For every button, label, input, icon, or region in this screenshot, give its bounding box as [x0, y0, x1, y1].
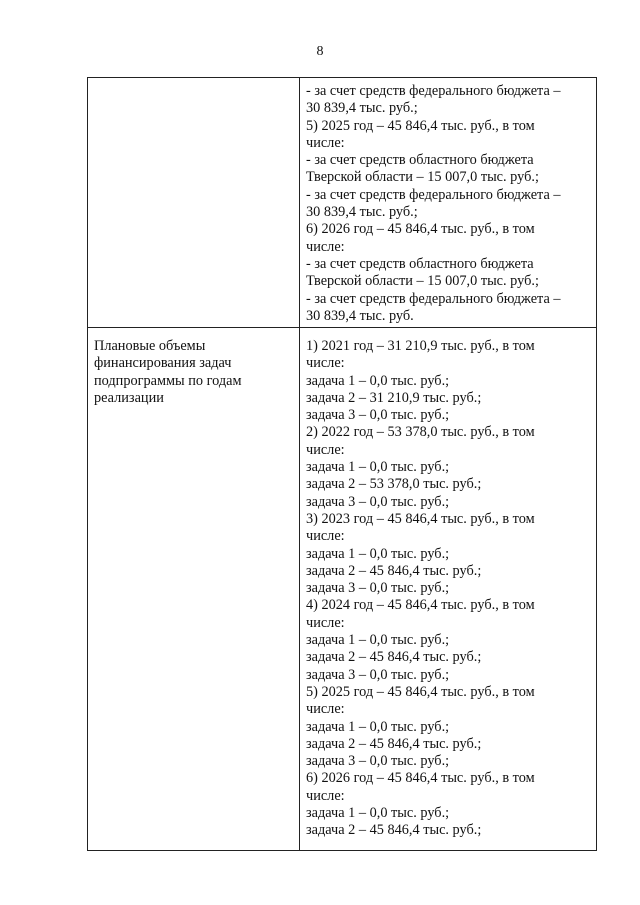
- table-row-continuation: [88, 78, 597, 328]
- label-line: финансирования задач: [94, 355, 232, 372]
- text-line: - за счет средств областного бюджета: [306, 152, 534, 169]
- text-line: 1) 2021 год – 31 210,9 тыс. руб., в том: [306, 338, 535, 354]
- text-line: задача 1 – 0,0 тыс. руб.;: [306, 805, 450, 822]
- text-line: задача 2 – 31 210,9 тыс. руб.;: [306, 389, 482, 406]
- text-line: задача 1 – 0,0 тыс. руб.;: [306, 459, 450, 476]
- text-line: числе:: [306, 134, 345, 151]
- text-line: 30 839,4 тыс. руб.: [306, 307, 414, 324]
- text-line: числе:: [306, 701, 345, 718]
- text-line: задача 3 – 0,0 тыс. руб.;: [306, 407, 450, 424]
- text-line: числе:: [306, 355, 345, 372]
- text-line: 3) 2023 год – 45 846,4 тыс. руб., в том: [306, 510, 535, 527]
- label-line: Плановые объемы: [94, 338, 206, 354]
- text-line: задача 3 – 0,0 тыс. руб.;: [306, 753, 450, 770]
- text-line: задача 1 – 0,0 тыс. руб.;: [306, 632, 450, 649]
- text-line: задача 2 – 45 846,4 тыс. руб.;: [306, 822, 482, 839]
- label-line: реализации: [94, 389, 164, 406]
- text-line: - за счет средств федерального бюджета –: [306, 290, 561, 307]
- text-line: 6) 2026 год – 45 846,4 тыс. руб., в том: [306, 770, 535, 787]
- text-line: числе:: [306, 614, 345, 631]
- text-line: задача 3 – 0,0 тыс. руб.;: [306, 666, 450, 683]
- text-line: задача 2 – 45 846,4 тыс. руб.;: [306, 735, 482, 752]
- row1-content-cell: [300, 78, 597, 328]
- text-line: 4) 2024 год – 45 846,4 тыс. руб., в том: [306, 597, 535, 614]
- text-line: задача 2 – 45 846,4 тыс. руб.;: [306, 562, 482, 579]
- text-line: 5) 2025 год – 45 846,4 тыс. руб., в том: [306, 683, 535, 700]
- text-line: - за счет средств федерального бюджета –: [306, 186, 561, 203]
- row1-label-cell: [88, 78, 300, 328]
- row2-content-cell: [300, 328, 597, 851]
- text-line: 30 839,4 тыс. руб.;: [306, 204, 418, 221]
- text-line: числе:: [306, 441, 345, 458]
- text-line: числе:: [306, 787, 345, 804]
- text-line: Тверской области – 15 007,0 тыс. руб.;: [306, 273, 539, 290]
- text-line: числе:: [306, 238, 345, 255]
- row2-lines: [306, 338, 591, 840]
- row1-lines: [306, 83, 591, 325]
- text-line: 30 839,4 тыс. руб.;: [306, 100, 418, 117]
- text-line: задача 1 – 0,0 тыс. руб.;: [306, 372, 450, 389]
- text-line: - за счет средств областного бюджета: [306, 255, 534, 272]
- text-line: 5) 2025 год – 45 846,4 тыс. руб., в том: [306, 117, 535, 134]
- page-number: 8: [316, 44, 324, 59]
- text-line: задача 1 – 0,0 тыс. руб.;: [306, 718, 450, 735]
- table-row-planned-volumes: [88, 328, 597, 851]
- text-line: задача 1 – 0,0 тыс. руб.;: [306, 545, 450, 562]
- text-line: 2) 2022 год – 53 378,0 тыс. руб., в том: [306, 424, 535, 441]
- text-line: задача 2 – 53 378,0 тыс. руб.;: [306, 476, 482, 493]
- text-line: - за счет средств федерального бюджета –: [306, 83, 561, 99]
- text-line: 6) 2026 год – 45 846,4 тыс. руб., в том: [306, 221, 535, 238]
- row2-label: [94, 338, 294, 407]
- label-line: подпрограммы по годам: [94, 372, 242, 389]
- row2-label-cell: [88, 328, 300, 851]
- subprogram-table: [87, 77, 597, 851]
- text-line: задача 3 – 0,0 тыс. руб.;: [306, 580, 450, 597]
- text-line: задача 2 – 45 846,4 тыс. руб.;: [306, 649, 482, 666]
- text-line: числе:: [306, 528, 345, 545]
- text-line: Тверской области – 15 007,0 тыс. руб.;: [306, 169, 539, 186]
- text-line: задача 3 – 0,0 тыс. руб.;: [306, 493, 450, 510]
